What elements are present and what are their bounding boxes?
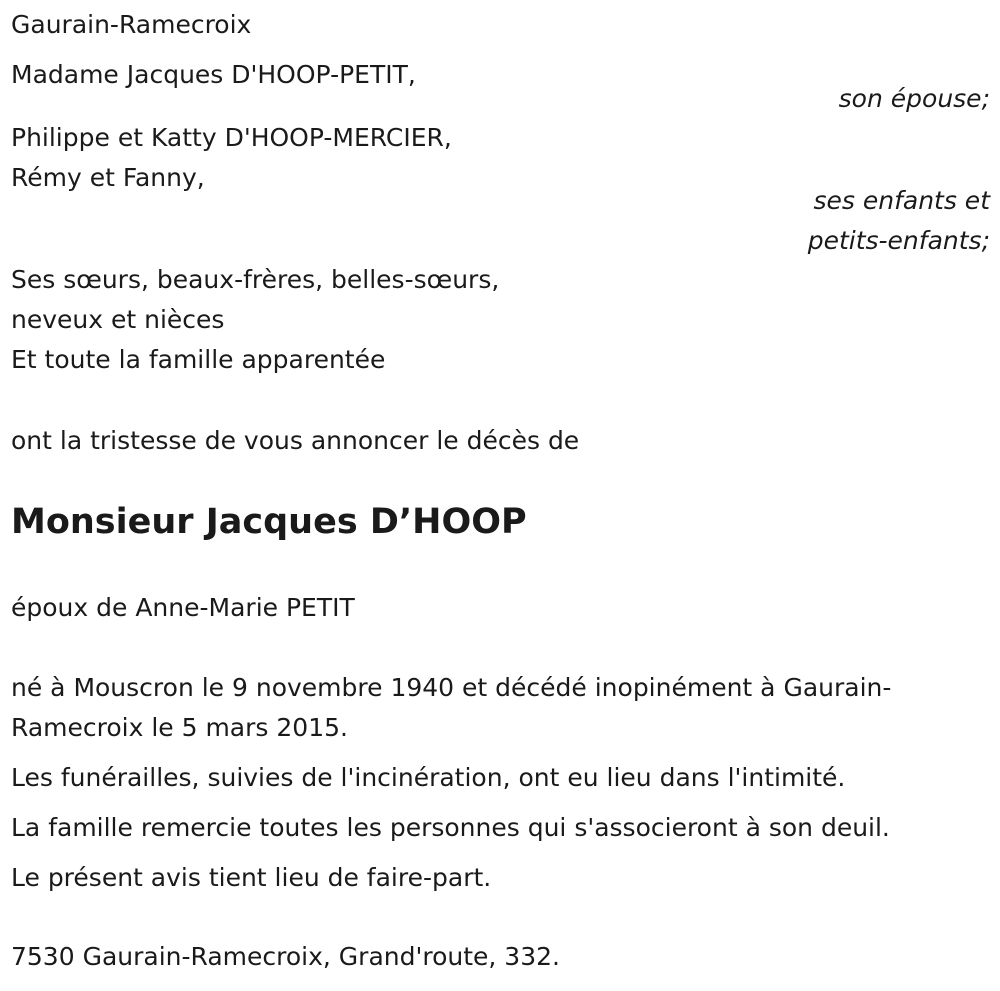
birth-death-line-1: né à Mouscron le 9 novembre 1940 et décédé inopinément à Gaurain- <box>11 673 892 702</box>
notice-line: Le présent avis tient lieu de faire-part. <box>11 863 492 892</box>
wife-role: son épouse; <box>838 84 990 113</box>
children-line-1: Philippe et Katty D'HOOP-MERCIER, <box>11 123 452 152</box>
relatives-line-1: Ses sœurs, beaux-frères, belles-sœurs, <box>11 265 500 294</box>
spouse-line: époux de Anne-Marie PETIT <box>11 593 355 622</box>
children-role-line-1: ses enfants et <box>813 186 990 215</box>
relatives-line-3: Et toute la famille apparentée <box>11 345 386 374</box>
announcement-intro: ont la tristesse de vous annoncer le décès de <box>11 426 580 455</box>
children-role-line-2: petits-enfants; <box>807 226 990 255</box>
address-line: 7530 Gaurain-Ramecroix, Grand'route, 332. <box>11 942 560 971</box>
thanks-line: La famille remercie toutes les personnes qui s'associeront à son deuil. <box>11 813 890 842</box>
wife-name: Madame Jacques D'HOOP-PETIT, <box>11 60 416 89</box>
relatives-line-2: neveux et nièces <box>11 305 225 334</box>
funeral-line: Les funérailles, suivies de l'incinération, ont eu lieu dans l'intimité. <box>11 763 846 792</box>
deceased-name: Monsieur Jacques D’HOOP <box>11 502 527 542</box>
children-line-2: Rémy et Fanny, <box>11 163 205 192</box>
header-place: Gaurain-Ramecroix <box>11 10 252 39</box>
birth-death-line-2: Ramecroix le 5 mars 2015. <box>11 713 348 742</box>
